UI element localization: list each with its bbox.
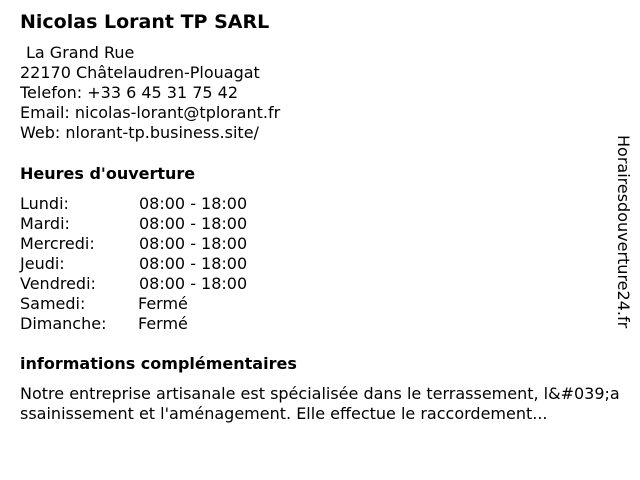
hours-row-saturday — [20, 294, 280, 314]
hours-row-friday — [20, 274, 280, 294]
site-watermark-text: Horairesdouverture24.fr — [614, 135, 633, 329]
hours-row-sunday — [20, 314, 280, 334]
business-name: Nicolas Lorant TP SARL — [20, 11, 270, 33]
hours-value: Fermé — [138, 314, 188, 333]
hours-row-wednesday — [20, 234, 280, 254]
business-description: Notre entreprise artisanale est spécialisée dans le terrassement, l&#039;assainissement et l'aménagement. Elle effectue le raccordement... — [20, 384, 620, 423]
day-label: Dimanche: — [20, 314, 107, 333]
hours-row-tuesday — [20, 214, 280, 234]
address-city: 22170 Châtelaudren-Plouagat — [20, 63, 260, 82]
day-label: Vendredi: — [20, 274, 96, 293]
hours-value: 08:00 - 18:00 — [139, 194, 248, 213]
hours-value: 08:00 - 18:00 — [139, 254, 248, 273]
opening-hours-heading: Heures d'ouverture — [20, 164, 196, 183]
hours-row-monday — [20, 194, 280, 214]
hours-value: 08:00 - 18:00 — [139, 234, 248, 253]
website-address: Web: nlorant-tp.business.site/ — [20, 123, 259, 142]
contact-block — [20, 43, 280, 143]
day-label: Samedi: — [20, 294, 86, 313]
day-label: Mercredi: — [20, 234, 95, 253]
day-label: Mardi: — [20, 214, 70, 233]
day-label: Jeudi: — [20, 254, 65, 273]
additional-info-heading: informations complémentaires — [20, 354, 297, 373]
hours-value: Fermé — [138, 294, 188, 313]
site-watermark — [613, 135, 633, 345]
address-street: La Grand Rue — [26, 43, 135, 62]
phone-number: Telefon: +33 6 45 31 75 42 — [20, 83, 239, 102]
hours-value: 08:00 - 18:00 — [139, 214, 248, 233]
hours-value: 08:00 - 18:00 — [139, 274, 248, 293]
email-address: Email: nicolas-lorant@tplorant.fr — [20, 103, 281, 122]
day-label: Lundi: — [20, 194, 69, 213]
hours-row-thursday — [20, 254, 280, 274]
opening-hours-table — [20, 194, 280, 334]
